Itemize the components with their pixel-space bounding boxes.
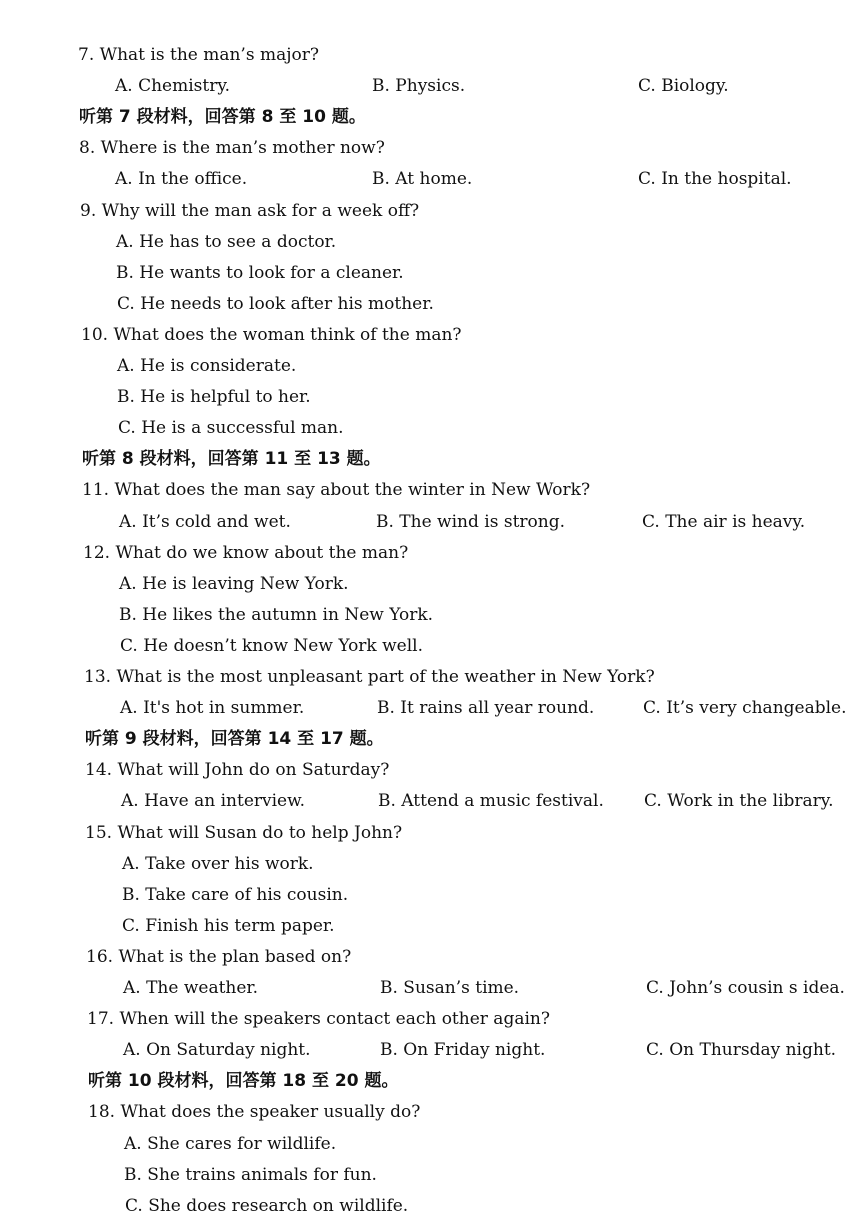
option-text: C. He needs to look after his mother. (117, 294, 434, 314)
option-b: B. At home. (372, 169, 473, 189)
question-text: 14. What will John do on Saturday? (85, 760, 390, 780)
question-text: 9. Why will the man ask for a week off? (80, 201, 420, 221)
section-heading: 听第 9 段材料，回答第 14 至 17 题。 (85, 729, 384, 749)
question-text: 16. What is the plan based on? (86, 947, 352, 967)
section-heading: 听第 7 段材料，回答第 8 至 10 题。 (79, 107, 366, 127)
option-text: B. Take care of his cousin. (122, 885, 349, 905)
option-text: B. He likes the autumn in New York. (119, 605, 434, 625)
option-text: B. He wants to look for a cleaner. (116, 263, 404, 283)
question-text: 17. When will the speakers contact each other again? (87, 1009, 550, 1029)
question-text: 12. What do we know about the man? (83, 543, 409, 563)
option-a: A. Have an interview. (121, 791, 306, 811)
option-text: C. He doesn’t know New York well. (120, 636, 424, 656)
option-b: B. It rains all year round. (377, 698, 595, 718)
option-a: A. It’s cold and wet. (119, 512, 291, 532)
option-c: C. Work in the library. (644, 791, 834, 811)
option-text: B. He is helpful to her. (117, 387, 311, 407)
section-heading: 听第 8 段材料，回答第 11 至 13 题。 (82, 449, 381, 469)
option-text: C. She does research on wildlife. (125, 1196, 409, 1216)
option-c: C. On Thursday night. (646, 1040, 837, 1060)
question-text: 7. What is the man’s major? (78, 45, 319, 65)
question-text: 8. Where is the man’s mother now? (79, 138, 385, 158)
option-c: C. Biology. (638, 76, 729, 96)
question-text: 15. What will Susan do to help John? (85, 823, 403, 843)
option-b: B. Susan’s time. (380, 978, 520, 998)
option-text: C. He is a successful man. (118, 418, 344, 438)
option-text: C. Finish his term paper. (122, 916, 335, 936)
option-c: C. John’s cousin s idea. (646, 978, 845, 998)
option-a: A. The weather. (123, 978, 259, 998)
option-text: A. She cares for wildlife. (124, 1134, 337, 1154)
section-heading: 听第 10 段材料，回答第 18 至 20 题。 (88, 1071, 399, 1091)
option-c: C. The air is heavy. (642, 512, 806, 532)
option-a: A. In the office. (115, 169, 248, 189)
option-text: A. He is leaving New York. (119, 574, 349, 594)
question-text: 11. What does the man say about the winter in New Work? (82, 480, 591, 500)
question-text: 10. What does the woman think of the man? (81, 325, 462, 345)
option-c: C. It’s very changeable. (643, 698, 847, 718)
option-a: A. On Saturday night. (123, 1040, 311, 1060)
option-text: A. He has to see a doctor. (116, 232, 337, 252)
option-b: B. The wind is strong. (376, 512, 565, 532)
option-c: C. In the hospital. (638, 169, 792, 189)
option-a: A. It's hot in summer. (120, 698, 305, 718)
option-b: B. Attend a music festival. (378, 791, 604, 811)
option-text: A. Take over his work. (122, 854, 314, 874)
question-text: 18. What does the speaker usually do? (88, 1102, 421, 1122)
option-b: B. Physics. (372, 76, 466, 96)
question-text: 13. What is the most unpleasant part of the weather in New York? (84, 667, 655, 687)
option-text: A. He is considerate. (117, 356, 297, 376)
option-b: B. On Friday night. (380, 1040, 546, 1060)
option-text: B. She trains animals for fun. (124, 1165, 377, 1185)
option-a: A. Chemistry. (115, 76, 231, 96)
